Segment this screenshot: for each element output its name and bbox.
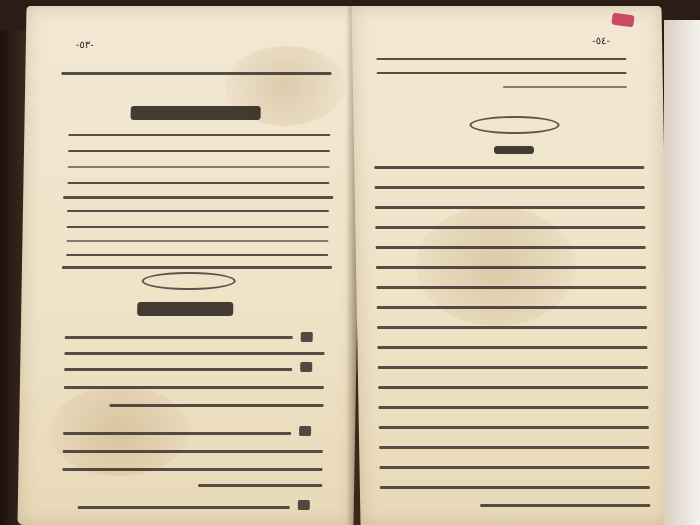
text-line (66, 240, 328, 242)
text-line (63, 432, 291, 435)
text-line (68, 150, 330, 152)
text-line (64, 352, 324, 355)
page-number: -٥٤- (591, 36, 611, 47)
book-edge-right (664, 20, 700, 525)
text-line (377, 346, 647, 349)
text-line (68, 134, 330, 136)
text-line (65, 336, 293, 339)
text-line (379, 466, 649, 469)
right-page (351, 6, 670, 525)
text-line (376, 58, 626, 60)
section-heading (494, 146, 534, 154)
page-number: -٥٣- (75, 40, 94, 51)
text-line (67, 182, 329, 184)
section-heading (137, 302, 233, 316)
text-line (503, 86, 627, 88)
text-line (78, 506, 290, 509)
ornament (469, 116, 559, 134)
text-line (68, 166, 330, 168)
text-line (376, 286, 646, 289)
text-line (64, 368, 292, 371)
entry-number (299, 426, 311, 436)
text-line (378, 406, 648, 409)
text-line (198, 484, 322, 487)
text-line (374, 166, 644, 169)
divider (62, 266, 332, 269)
entry-number (301, 332, 313, 342)
ornament (142, 272, 236, 290)
text-line (376, 266, 646, 269)
text-line (64, 386, 324, 389)
text-line (62, 468, 322, 471)
text-line (67, 226, 329, 228)
text-line (378, 366, 648, 369)
text-line (379, 426, 649, 429)
text-line (375, 206, 645, 209)
entry-number (298, 500, 310, 510)
text-line (61, 72, 331, 75)
text-line (377, 72, 627, 74)
text-line (378, 386, 648, 389)
divider (63, 196, 333, 199)
left-page (17, 6, 362, 525)
text-line (110, 404, 324, 407)
text-line (67, 210, 329, 212)
text-line (63, 450, 323, 453)
text-line (480, 504, 650, 507)
entry-number (300, 362, 312, 372)
text-line (375, 186, 645, 189)
text-line (66, 254, 328, 256)
text-line (377, 306, 647, 309)
section-heading (131, 106, 261, 120)
text-line (376, 246, 646, 249)
text-line (375, 226, 645, 229)
text-line (379, 446, 649, 449)
text-line (377, 326, 647, 329)
text-line (380, 486, 650, 489)
